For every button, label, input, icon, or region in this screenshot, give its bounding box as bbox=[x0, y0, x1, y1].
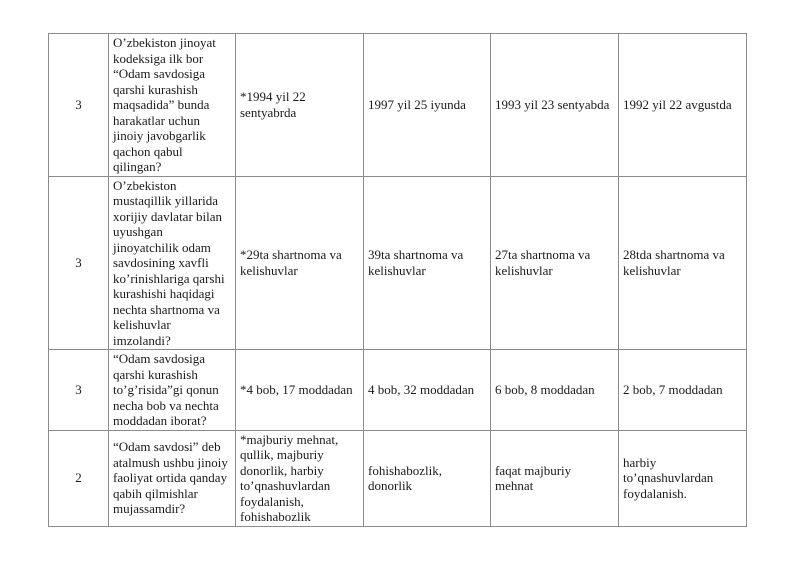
answer-option: 27ta shartnoma va kelishuvlar bbox=[491, 176, 619, 350]
table-row bbox=[49, 430, 747, 526]
table-row bbox=[49, 350, 747, 431]
answer-option-correct: *29ta shartnoma va kelishuvlar bbox=[236, 176, 364, 350]
question-text: “Odam savdosiga qarshi kurashish to’g’risida”gi qonun necha bob va nechta moddadan iborat? bbox=[109, 350, 236, 431]
answer-option: 2 bob, 7 moddadan bbox=[619, 350, 747, 431]
question-level: 3 bbox=[49, 176, 109, 350]
answer-option-correct: *majburiy mehnat, qullik, majburiy donorlik, harbiy to’qnashuvlardan foydalanish, fohishabozlik bbox=[236, 430, 364, 526]
question-level: 3 bbox=[49, 350, 109, 431]
answer-option: 1993 yil 23 sentyabda bbox=[491, 34, 619, 177]
question-level: 3 bbox=[49, 34, 109, 177]
answer-option: 4 bob, 32 moddadan bbox=[364, 350, 491, 431]
answer-option: 39ta shartnoma va kelishuvlar bbox=[364, 176, 491, 350]
questions-table bbox=[48, 33, 747, 527]
question-level: 2 bbox=[49, 430, 109, 526]
table-row bbox=[49, 176, 747, 350]
question-text: O’zbekiston jinoyat kodeksiga ilk bor “Odam savdosiga qarshi kurashish maqsadida” bunda harakatlar uchun jinoiy javobgarlik qachon qabul qilingan? bbox=[109, 34, 236, 177]
question-text: O’zbekiston mustaqillik yillarida xorijiy davlatar bilan uyushgan jinoyatchilik odam savdosining xavfli ko’rinishlariga qarshi kurashishi haqidagi nechta shartnoma va kelishuvlar imzolandi? bbox=[109, 176, 236, 350]
answer-option: 1992 yil 22 avgustda bbox=[619, 34, 747, 177]
answer-option-correct: *1994 yil 22 sentyabrda bbox=[236, 34, 364, 177]
answer-option: 28tda shartnoma va kelishuvlar bbox=[619, 176, 747, 350]
answer-option: harbiy to’qnashuvlardan foydalanish. bbox=[619, 430, 747, 526]
answer-option: faqat majburiy mehnat bbox=[491, 430, 619, 526]
answer-option-correct: *4 bob, 17 moddadan bbox=[236, 350, 364, 431]
question-text: “Odam savdosi” deb atalmush ushbu jinoiy faoliyat ortida qanday qabih qilmishlar mujassamdir? bbox=[109, 430, 236, 526]
answer-option: fohishabozlik, donorlik bbox=[364, 430, 491, 526]
table-row bbox=[49, 34, 747, 177]
answer-option: 6 bob, 8 moddadan bbox=[491, 350, 619, 431]
answer-option: 1997 yil 25 iyunda bbox=[364, 34, 491, 177]
